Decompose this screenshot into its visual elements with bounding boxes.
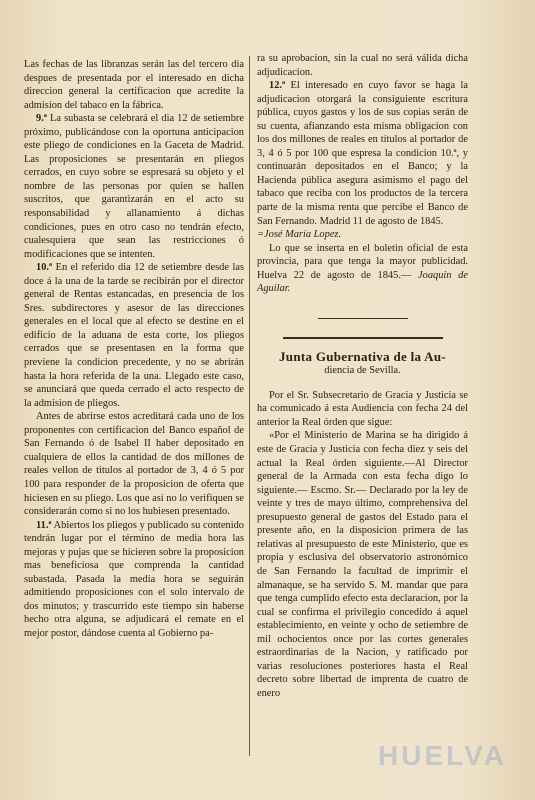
left-column (24, 58, 244, 641)
condition-text: En el referido dia 12 de setiembre desde las doce á la una de la tarde se recibirán por el director general de Rentas estancadas, en presencia de los Sres. subdirectores y asesor de las direcciones generales en el local que al efecto se destine en el edificio de la aduana de esta corte, los pliegos cerrados que se presentasen en la forma que previene la condicion precedente, y no se abrirán hasta la hora referida de la una. Llegado este caso, se anunciará que queda cerrado el acto respecto de la admision de pliegos. (24, 262, 244, 409)
condition-text: La subasta se celebrará el dia 12 de setiembre próximo, publicándose con la oportuna anticipacion este pliego de condiciones en la Gaceta de Madrid. Las proposiciones se presentarán en pliegos cerrados, en cuyo sobre se espresará su objeto y el nombre de las personas por quien se hallen suscritos, que garantizarán en el acto su responsabilidad y allanamiento á dichas condiciones, pues en otro caso no tendrán efecto, cualesquiera que sean las restricciones ó modificaciones que se intenten. (24, 113, 244, 260)
section-rule (318, 318, 408, 319)
condition-text: El interesado en cuyo favor se haga la adjudicacion otorgará la consiguiente escritura pública, cuyos gastos y los de sus copias serán de su cuenta, afianzando esta misma obligacion con los dos millones de reales en títulos al portador de 3, 4 ó 5 por 100 que espresa la condicion 10.ª, y continuarán depositados en el Banco; y la Hacienda pública asegura asimismo el pago del tabaco que reciba con los productos de la tercera parte de la misma renta que percibe el Banco de San Fernando. Madrid 11 de agosto de 1845. (257, 80, 468, 227)
paragraph-condition-12 (257, 79, 468, 242)
paragraph-condition-9 (24, 112, 244, 261)
archive-watermark: HUELVA (378, 740, 507, 771)
signature: Joaquin de Aguilar. (257, 269, 468, 295)
section-subheading: diencia de Sevilla. (324, 364, 401, 376)
condition-number: 10.ª (36, 262, 53, 274)
condition-number: 9.ª (36, 113, 47, 125)
paragraph: «Por el Ministerio de Marina se ha dirigido á este de Gracia y Justicia con fecha diez y seis del actual la Real órden siguiente.—Al Director general de la Armada con esta fecha digo lo siguiente.— Escmo. Sr.— Declarado por la ley de veinte y tres de mayo último, comprehensiva del presupuesto general de gastos del Estado para el presente año, en la disposicion primera de las relativas al presupuesto de este Ministerio, que es propia y esclusiva del observatorio astronómico de San Fernando la facultad de imprimir el almanaque, se ha servido S. M. mandar que para que tenga cumplido efecto esta declaracion, por la cual se confirma el privilegio concedido á aquel establecimiento, en veinte y ocho de setiembre de mil ochocientos once por las cortes generales estraordinarias de la Nacion, y ratificado por varias resoluciones posteriores hasta el Real decreto sobre libertad de imprenta de cuatro de enero (257, 430, 468, 699)
paragraph: Las fechas de las libranzas serán las del tercero dia despues de presentada por el interesado en dicha direccion general la certificacion que acredite la admision del tabaco en la fábrica. (24, 59, 244, 111)
paragraph (257, 242, 468, 296)
paragraph-condition-11 (24, 519, 244, 641)
publication-note: Lo que se inserta en el boletin oficial de esta provincia, para que tenga la mayor publicidad. Huelva 22 de agosto de 1845.— (257, 242, 468, 281)
section-heading: Junta Gubernativa de la Au- (278, 348, 446, 364)
paragraph: ra su aprobacion, sin la cual no será válida dicha adjudicacion. (257, 53, 468, 78)
section-double-rule (283, 337, 443, 339)
paragraph: Antes de abrirse estos acreditará cada uno de los proponentes con certificacion del Banco español de San Fernando ó de Isabel II haber depositado en cualquiera de ellos la cantidad de dos millones de reales vellon de titulos al portador de 3, 4 ó 5 por 100 para responder de la proposicion de oferta que hiciesen en su pliego. Los que así no lo verifiquen se considerarán como si no los hubiesen presentado. (24, 411, 244, 518)
signature: =José María Lopez. (257, 229, 342, 241)
condition-text: Abiertos los pliegos y publicado su contenido tendrán lugar por el término de media hora las mejoras y pujas que se hicieren sobre la proposicion mas beneficiosa que comprenda la cantidad subastada. Pasada la media hora se seguirán admitiendo proposiciones con el solo intervalo de dos minutos; y trascurrido este tiempo sin haberse hecho otra alguna, se adjudicará el remate en el mejor postor, dándose cuenta al Gobierno pa- (24, 519, 244, 639)
paragraph-condition-10 (24, 261, 244, 410)
column-divider (249, 56, 250, 756)
condition-number: 11.ª (36, 519, 52, 531)
condition-number: 12.ª (269, 80, 286, 92)
right-column (257, 52, 468, 700)
paragraph: Por el Sr. Subsecretario de Gracia y Justicia se ha comunicado á esta Audiencia con fecha 24 del anterior la Real órden que sigue: (257, 389, 468, 428)
